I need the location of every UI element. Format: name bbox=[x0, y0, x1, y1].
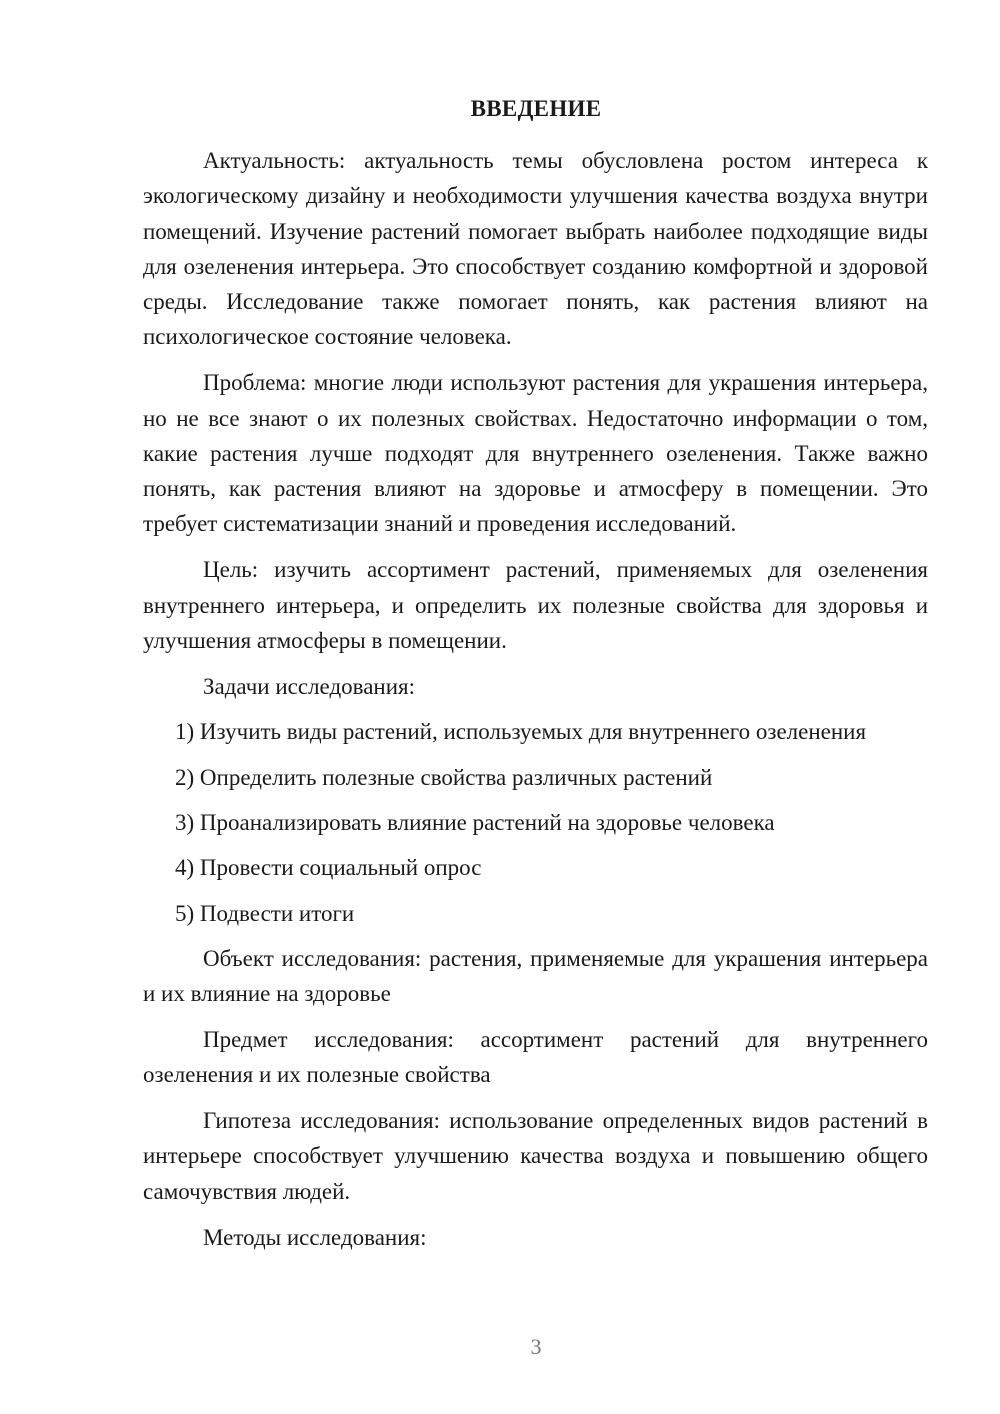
document-body bbox=[143, 143, 928, 1265]
paragraph-subject: Предмет исследования: ассортимент растений для внутреннего озеленения и их полезные свойства bbox=[143, 1027, 928, 1088]
paragraph-relevance: Актуальность: актуальность темы обусловлена ростом интереса к экологическому дизайну и необходимости улучшения качества воздуха внутри помещений. Изучение растений помогает выбрать наиболее подходящие виды для озеленения интерьера. Это способствует созданию комфортной и здоровой среды. Исследование также помогает понять, как растения влияют на психологическое состояние человека. bbox=[143, 148, 928, 350]
list-item: 2) Определить полезные свойства различных растений bbox=[175, 764, 713, 790]
paragraph-problem: Проблема: многие люди используют растения для украшения интерьера, но не все знают о их полезных свойствах. Недостаточно информации о том, какие растения лучше подходят для внутреннего озеленения. Также важно понять, как растения влияют на здоровье и атмосферу в помещении. Это требует систематизации знаний и проведения исследований. bbox=[143, 370, 928, 537]
paragraph-hypothesis: Гипотеза исследования: использование определенных видов растений в интерьере способствует улучшению качества воздуха и повышению общего самочувствия людей. bbox=[143, 1108, 928, 1204]
tasks-list bbox=[143, 714, 928, 930]
list-item: 1) Изучить виды растений, используемых для внутреннего озеленения bbox=[175, 719, 867, 745]
page-title: ВВЕДЕНИЕ bbox=[470, 96, 602, 121]
page-number: 3 bbox=[530, 1334, 542, 1359]
paragraph-object: Объект исследования: растения, применяемые для украшения интерьера и их влияние на здоровье bbox=[143, 945, 928, 1007]
paragraph-methods: Методы исследования: bbox=[203, 1224, 427, 1250]
paragraph-goal: Цель: изучить ассортимент растений, применяемых для озеленения внутреннего интерьера, и определить их полезные свойства для здоровья и улучшения атмосферы в помещении. bbox=[143, 557, 928, 653]
list-item: 3) Проанализировать влияние растений на здоровье человека bbox=[175, 810, 775, 836]
list-item: 4) Провести социальный опрос bbox=[175, 855, 482, 881]
list-item: 5) Подвести итоги bbox=[175, 900, 355, 926]
tasks-heading: Задачи исследования: bbox=[203, 673, 416, 699]
